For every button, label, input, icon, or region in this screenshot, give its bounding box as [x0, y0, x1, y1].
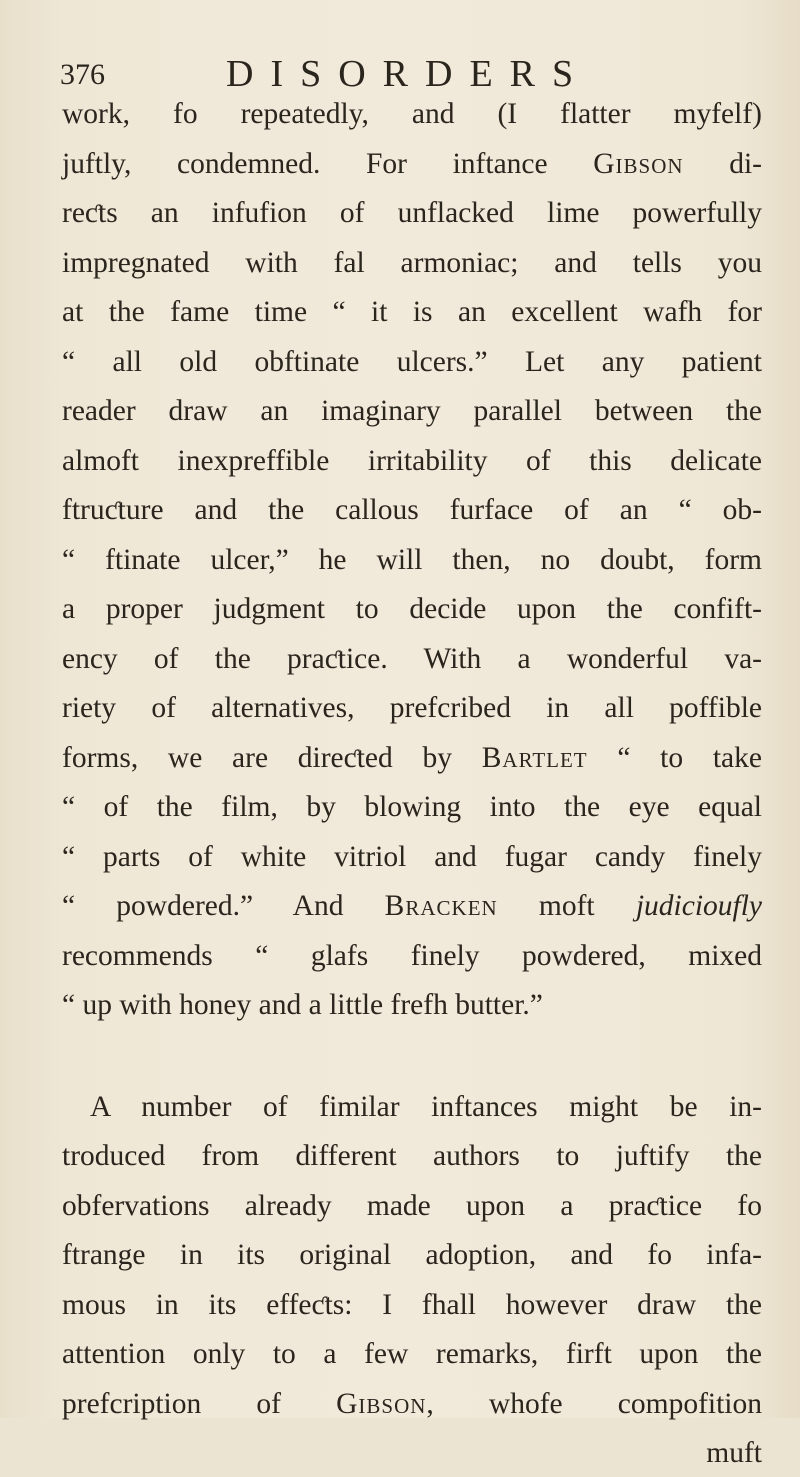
- text-line: ftrange in its original adoption, and fo infa-: [62, 1239, 762, 1271]
- running-title: DISORDERS: [226, 53, 591, 95]
- text-line: mous in its effeƈts: I fhall however draw the: [62, 1288, 762, 1321]
- text-line: ftruƈture and the callous furface of an “ ob-: [62, 494, 762, 526]
- text-line: [62, 140, 762, 190]
- text-line: reƈts an infufion of unflacked lime powerfully: [62, 197, 762, 229]
- text-line: at the fame time “ it is an excellent wafh for: [62, 296, 762, 328]
- text-line: work, fo repeatedly, and (I flatter myfelf): [62, 98, 762, 130]
- catchword-line: [62, 1429, 762, 1477]
- author-name: Gibson: [593, 147, 684, 180]
- text-line: “ of the film, by blowing into the eye equal: [62, 791, 762, 823]
- text-line: attention only to a few remarks, firft upon the: [62, 1338, 762, 1370]
- text-line: [62, 734, 762, 784]
- text-fragment: juftly, condemned. For inftance: [62, 147, 594, 180]
- text-line: “ all old obftinate ulcers.” Let any patient: [62, 345, 762, 378]
- italic-word: judicioufly: [635, 890, 762, 922]
- text-fragment: , whofe compofition: [426, 1387, 762, 1420]
- text-fragment: moft: [497, 890, 636, 922]
- text-line: ency of the praƈtice. With a wonderful va-: [62, 642, 762, 675]
- text-line: impregnated with fal armoniac; and tells you: [62, 246, 762, 279]
- text-line: riety of alternatives, prefcribed in all poffible: [62, 692, 762, 724]
- text-line: “ up with honey and a little frefh butter.”: [62, 989, 543, 1021]
- paragraph-2: [62, 1083, 762, 1430]
- catchword: muft: [706, 1437, 762, 1469]
- text-fragment: di-: [683, 147, 762, 180]
- text-line: troduced from different authors to juftify the: [62, 1140, 762, 1172]
- page-number: 376: [60, 58, 105, 91]
- author-name: Bracken: [384, 890, 498, 922]
- text-fragment: prefcription of: [62, 1387, 337, 1420]
- paragraph-1: [62, 90, 762, 1031]
- text-line: [62, 882, 762, 932]
- text-line: a proper judgment to decide upon the confift-: [62, 593, 762, 625]
- author-name: Bartlet: [481, 741, 588, 774]
- text-fragment: forms, we are direƈted by: [62, 741, 482, 774]
- text-line: almoft inexpreffible irritability of this delicate: [62, 444, 762, 477]
- text-fragment: “ powdered.” And: [62, 890, 385, 922]
- body-text: [62, 90, 762, 1477]
- text-line: “ parts of white vitriol and fugar candy finely: [62, 840, 762, 873]
- text-line: reader draw an imaginary parallel between the: [62, 395, 762, 427]
- text-line: recommends “ glafs finely powdered, mixed: [62, 939, 762, 972]
- paragraph-gap: [62, 1031, 762, 1083]
- text-line: [62, 1380, 762, 1430]
- author-name: Gibson: [336, 1387, 427, 1420]
- text-line: obfervations already made upon a praƈtice fo: [62, 1189, 762, 1222]
- text-line: A number of fimilar inftances might be in-: [90, 1090, 762, 1123]
- text-fragment: “ to take: [587, 741, 762, 774]
- text-line: “ ftinate ulcer,” he will then, no doubt, form: [62, 543, 762, 576]
